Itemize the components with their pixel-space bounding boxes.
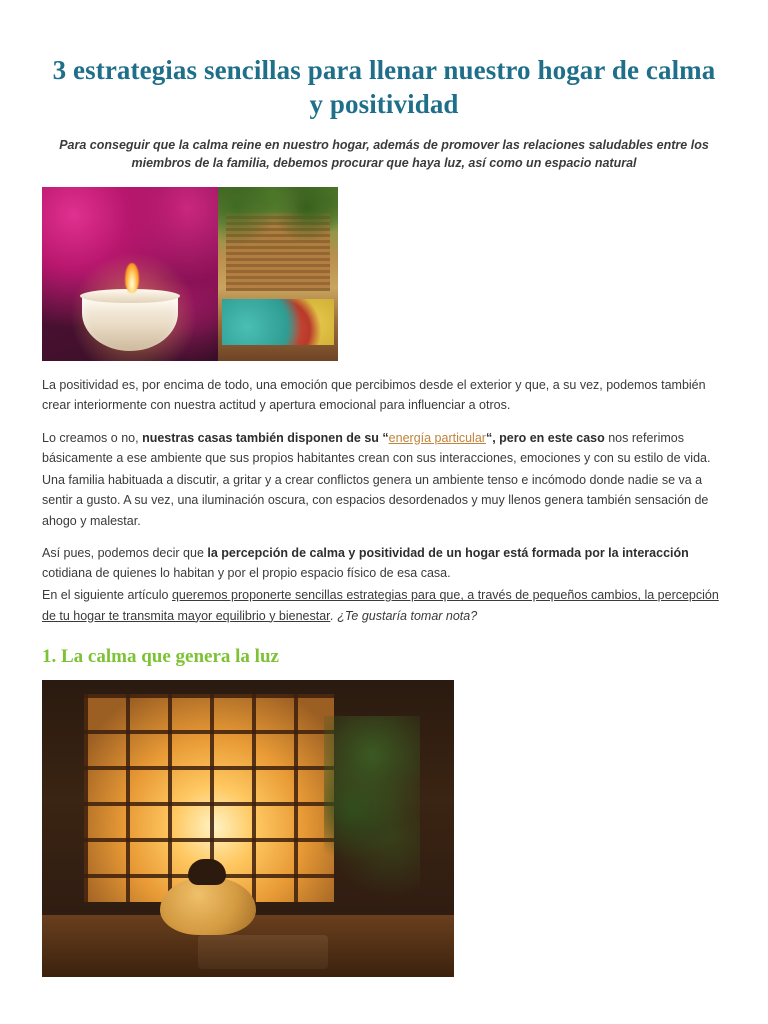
- paragraph-4: [42, 543, 726, 584]
- paragraph-2-part-b: nuestras casas también disponen de su “: [142, 430, 389, 445]
- balcony-cushions-shape: [222, 299, 334, 345]
- paragraph-2-part-d: nos referimos básicamente a ese ambiente que sus propios habitantes crean con sus interacciones, emociones y con su estilo de vida.: [42, 430, 711, 465]
- energia-particular-link[interactable]: energía particular: [388, 430, 486, 445]
- paragraph-3: Una familia habituada a discutir, a gritar y a crear conflictos genera un ambiente tenso e incómodo donde nadie se va a sentir a gusto. A su vez, una iluminación oscura, con espacios desordenados y muy llenos genera también sensación de ahogo y malestar.: [42, 473, 709, 528]
- cat-shape: [188, 859, 226, 885]
- pouf-shape: [160, 877, 256, 935]
- balcony-image: [218, 187, 338, 361]
- paragraph-2-part-a: Lo creamos o no,: [42, 430, 143, 445]
- subtitle: Para conseguir que la calma reine en nuestro hogar, además de promover las relaciones saludables entre los miembros de la familia, debemos procurar que haya luz, así como un espacio natural: [59, 137, 709, 171]
- plant-shape: [324, 716, 420, 912]
- candle-bowl-shape: [82, 297, 178, 351]
- image-gallery-top: [42, 187, 338, 361]
- paragraph-2: [42, 428, 726, 469]
- balcony-plants-shape: [218, 187, 338, 273]
- rug-shape: [198, 935, 328, 969]
- candle-image: [42, 187, 218, 361]
- paragraph-4-part-a: Así pues, podemos decir que: [42, 545, 208, 560]
- paragraph-5-underlined: queremos proponerte sencillas estrategias para que, a través de pequeños cambios, la percepción de tu hogar te transmita mayor equilibrio y bienestar: [42, 588, 719, 623]
- paragraph-2-part-c: “, pero en este caso: [485, 430, 609, 445]
- sunlit-room-image: [42, 680, 454, 977]
- paragraph-4-part-b: la percepción de calma y positividad de un hogar está formada por la interacción: [207, 545, 689, 560]
- paragraph-5-question: . ¿Te gustaría tomar nota?: [330, 608, 478, 623]
- section-heading-1: 1. La calma que genera la luz: [42, 645, 279, 667]
- page-title: 3 estrategias sencillas para llenar nuestro hogar de calma y positividad: [52, 55, 716, 119]
- paragraph-4-part-c: cotidiana de quienes lo habitan y por el propio espacio físico de esa casa.: [42, 566, 451, 580]
- paragraph-1: La positividad es, por encima de todo, una emoción que percibimos desde el exterior y que, a su vez, podemos también crear interiormente con nuestra actitud y apertura emocional para influenciar a otros.: [42, 378, 706, 413]
- paragraph-5: [42, 585, 726, 626]
- paragraph-5-part-a: En el siguiente artículo: [42, 588, 172, 603]
- candle-flame-shape: [125, 263, 139, 293]
